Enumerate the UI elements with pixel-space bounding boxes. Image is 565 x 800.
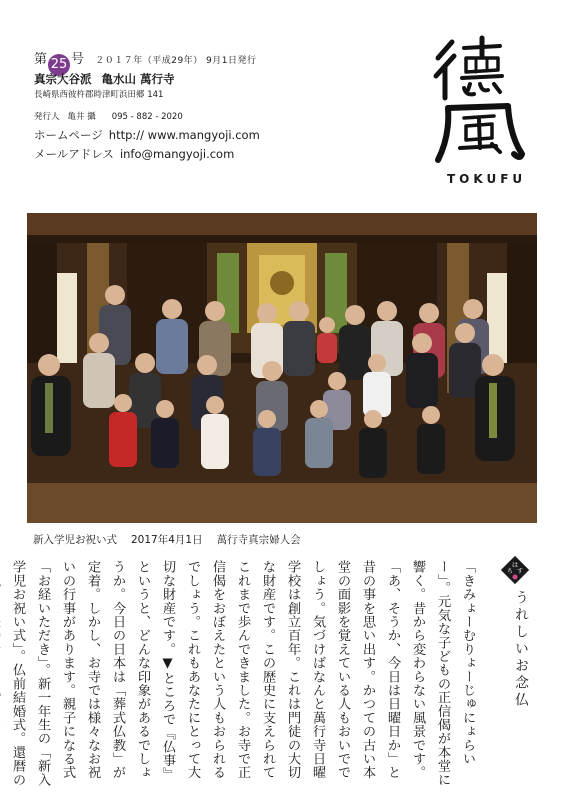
caption-event: 新入学児お祝い式: [33, 534, 117, 546]
caption-group: 萬行寺真宗婦人会: [216, 534, 301, 546]
svg-text:ち: ち: [506, 568, 514, 575]
tokufu-roman-title: TOKUFU: [447, 172, 527, 186]
svg-text:は: は: [511, 562, 519, 569]
svg-text:す: す: [516, 568, 524, 575]
photo-caption: [33, 532, 301, 547]
issue-date: ２０１７年（平成29年） 9月1日発行: [95, 56, 257, 66]
sect-name: 真宗大谷派: [34, 72, 92, 86]
email-label: メールアドレス: [34, 147, 114, 161]
publisher-name: 亀井 攝: [67, 112, 96, 122]
temple-name: 亀水山 萬行寺: [101, 72, 175, 86]
group-photo-illustration: [27, 213, 537, 523]
homepage-line: [34, 127, 260, 143]
hachisu-lotus-badge-icon: [501, 556, 529, 584]
temple-line: [34, 71, 175, 87]
publisher-line: [34, 110, 183, 122]
tokufu-calligraphy-logo: [430, 36, 530, 166]
email-link[interactable]: info@mangyoji.com: [119, 147, 235, 161]
temple-address: 長崎県西彼杵郡時津町浜田郷 141: [34, 90, 164, 100]
caption-date: 2017年4月1日: [131, 534, 203, 546]
column-title: うれしいお念仏: [513, 590, 529, 709]
issue-number-badge: 25: [48, 54, 70, 76]
issue-prefix: 第: [34, 52, 48, 67]
group-photo: [27, 213, 537, 523]
phone-number: 095 - 882 - 2020: [111, 112, 183, 122]
publisher-label: 発行人: [34, 112, 60, 122]
column-body-text: 「きみょーむりょーじゅにょらいー」。元気な子どもの正信偈が本堂に響く。昔から変わらない風景です。「あ、そうか、今日は日曜日か」と昔の事を思い出す。かつての古い本堂の面影を覚えている人もおいででしょう。気づけばなんと萬行寺日曜学校は創立百年。これは門徒の大切な財産です。この歴史に支えられてこれまで歩んできました。お寺で正信偈をおぼえたという人もおられるでしょう。これもあなたにとって大切な財産です。▼ところで『仏事』というと、どんな印象があるでしょうか。今日の日本は「葬式仏教」が定着。しかし、お寺では様々なお祝いの行事があります。親子になる式「お経いただき」。新一年生の「新入学児お祝い式」。仏前結婚式。還暦の: [10, 560, 475, 787]
issue-suffix: 号: [71, 52, 85, 67]
email-line: [34, 146, 234, 162]
homepage-label: ホームページ: [34, 128, 103, 142]
homepage-link[interactable]: http:// www.mangyoji.com: [108, 128, 260, 142]
